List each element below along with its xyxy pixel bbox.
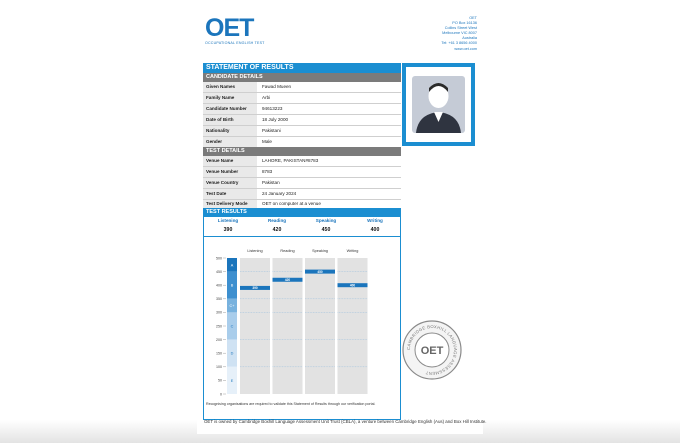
y-tick-label: 50 (218, 378, 222, 383)
detail-row (203, 178, 401, 189)
subtest-score: 390 (223, 227, 233, 233)
column-header: Listening (247, 249, 263, 253)
detail-value: Arbi (262, 95, 271, 100)
score-marker-label: 390 (252, 286, 258, 291)
results-chart (207, 244, 397, 398)
grade-label: D (230, 351, 234, 356)
grade-label: A (230, 263, 234, 268)
detail-value: Pakistani (262, 128, 281, 133)
detail-key: Test Date (203, 189, 257, 199)
detail-row (203, 82, 401, 93)
score-marker-label: 400 (349, 283, 356, 288)
subtest-score: 420 (272, 227, 282, 233)
detail-row (203, 115, 401, 126)
detail-key: Venue Number (203, 167, 257, 177)
test-details-heading: TEST DETAILS (203, 147, 401, 156)
score-marker-label: 450 (317, 269, 323, 274)
y-tick-label: 500 (216, 256, 222, 261)
verification-disclaimer: Recognising organisations are required to validate this Statement of Results through our verification portal. (206, 402, 376, 406)
detail-key: Date of Birth (203, 115, 257, 125)
detail-value: Pakistan (262, 180, 280, 185)
address-line: Tel: +61 3 8656 4000 (441, 41, 477, 46)
detail-row (203, 156, 401, 167)
subtest-label: Speaking (315, 218, 337, 223)
y-tick-label: 150 (216, 351, 222, 356)
candidate-photo (406, 67, 471, 142)
detail-value: 24 January 2024 (262, 191, 297, 196)
y-tick-label: 200 (216, 337, 222, 342)
grade-label: C+ (229, 304, 235, 309)
footer-note: OET is owned by Cambridge Boxhill Language Assessment Unit Trust (CBLA), a venture between Cambridge English (Aus) and Box Hill Institute. (204, 419, 487, 424)
subtest-column (305, 258, 335, 394)
seal-ring-text: CAMBRIDGE BOXHILL LANGUAGE ASSESSMENT (405, 323, 459, 377)
subtest-column (240, 258, 270, 394)
logo-mark: OET (205, 14, 254, 42)
logo-subtitle: OCCUPATIONAL ENGLISH TEST (205, 41, 265, 45)
subtest-score: 400 (370, 227, 380, 233)
subtest-label: Reading (267, 218, 287, 223)
column-header: Speaking (312, 249, 328, 253)
y-tick-label: 400 (216, 283, 222, 288)
seal-center-text: OET (420, 345, 444, 357)
candidate-photo-frame (402, 63, 475, 146)
detail-row (203, 93, 401, 104)
detail-key: Family Name (203, 93, 257, 103)
detail-key: Nationality (203, 126, 257, 136)
candidate-details-heading: CANDIDATE DETAILS (203, 73, 401, 82)
detail-key: Test Delivery Mode (203, 200, 257, 208)
detail-key: Venue Name (203, 156, 257, 166)
grade-label: E (230, 378, 234, 383)
detail-value: 94613223 (262, 106, 283, 111)
y-tick-label: 300 (216, 310, 222, 315)
address-line: www.oet.com (454, 46, 477, 51)
y-tick-label: 0 (220, 392, 222, 397)
detail-key: Venue Country (203, 178, 257, 188)
detail-key: Candidate Number (203, 104, 257, 114)
y-tick-label: 450 (216, 269, 222, 274)
y-tick-label: 350 (216, 297, 222, 302)
cbla-seal (400, 318, 464, 382)
address-line: Collins Street West (444, 26, 477, 31)
detail-value: LAHORE, PAKISTAN#8783 (262, 158, 319, 163)
address-block (441, 16, 477, 52)
detail-row (203, 126, 401, 137)
detail-row (203, 167, 401, 178)
avatar-placeholder-icon (412, 76, 465, 133)
score-marker-label: 420 (284, 277, 291, 282)
address-line: OET (469, 16, 477, 20)
detail-value: 18 July 2000 (262, 117, 289, 122)
score-summary (203, 217, 401, 237)
detail-row (203, 189, 401, 200)
detail-key: Gender (203, 137, 257, 147)
detail-value: OET on computer at a venue (262, 201, 321, 206)
subtest-column (338, 258, 368, 394)
detail-value: 8783 (262, 169, 273, 174)
grade-label: B (230, 283, 234, 288)
subtest-label: Listening (217, 218, 239, 223)
y-tick-label: 250 (216, 324, 222, 329)
column-header: Writing (346, 249, 359, 253)
detail-value: Fawad Mueen (262, 84, 292, 89)
oet-logo (205, 16, 265, 45)
detail-row (203, 104, 401, 115)
detail-value: Male (262, 139, 272, 144)
column-header: Reading (280, 249, 295, 253)
test-results-heading: TEST RESULTS (203, 208, 401, 217)
subtest-score: 450 (321, 227, 331, 233)
y-tick-label: 100 (216, 365, 222, 370)
address-line: Melbourne VIC 8007 (442, 31, 477, 36)
grade-label: C (230, 324, 234, 329)
address-line: Australia (462, 36, 477, 41)
subtest-label: Writing (367, 218, 383, 223)
detail-key: Given Names (203, 82, 257, 92)
address-line: PO Box 16136 (452, 21, 477, 26)
document-title: STATEMENT OF RESULTS (203, 63, 401, 73)
